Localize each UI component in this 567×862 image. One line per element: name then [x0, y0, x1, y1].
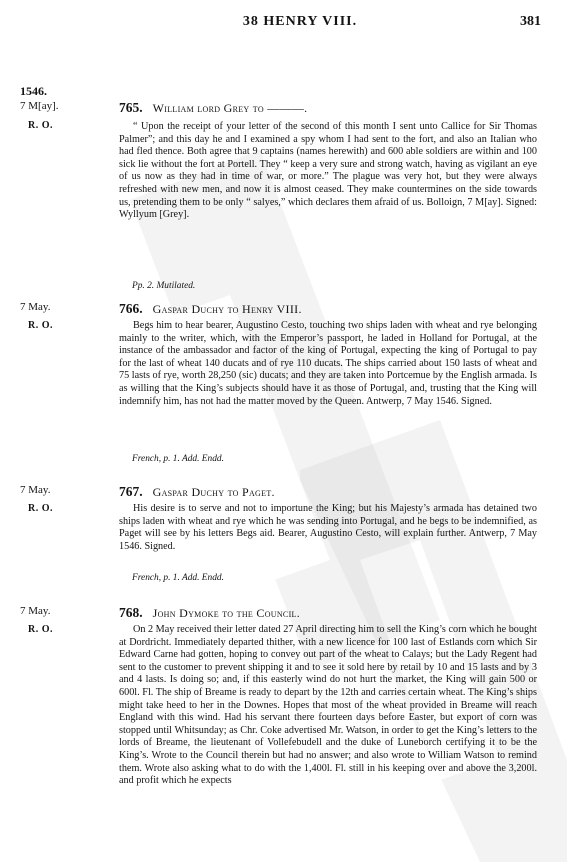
entry-source: R. O.: [28, 120, 53, 131]
entry-heading: [119, 605, 300, 621]
entry-source: R. O.: [28, 624, 53, 635]
page-number: 381: [520, 14, 541, 29]
entry-meta: French, p. 1. Add. Endd.: [132, 573, 224, 583]
margin-year: 1546.: [20, 84, 47, 98]
entry-body: On 2 May received their letter dated 27 April directing him to sell the King’s corn which he bought at Dordricht. Immediately departed thither, with a new licence for 100 last of Estlands corn which Sir Edward Carne had gotten, hoping to convey out part of the wheat to Calays; but the Lady Regent had sent to the customer to prevent shipping it and to see it sold here by retail by 10 and 15 lasts and by 3 and 4 lasts. Is doing so; and, if this easterly wind do not hurt the market, the King will gain 500 or 600l. Fl. The ship of Breame is ready to depart by the 12th and carries certain wheat. The King’s ships might take heed to her in the Downes. Hopes that most of the wheat provided in Breame will reach England with this wind. Had his servant there fourteen days before Easter, but export of corn was stopped until Whitsunday; as Chr. Coke advertised Mr. Watson, in order to get the King’s letters to the lords of Breame, the lieutenant of Vollefebudell and the duke of Luneborch certifying it to be the King’s. Wrote to the Council therein but had no answer; and also wrote to William Watson to remind them. Wrote also asking what to do with the 1,400l. Fl. still in his keeping over and above the 3,200l. and profit which he expects: [119, 624, 538, 787]
entry-meta: Pp. 2. Mutilated.: [132, 281, 196, 291]
entry-date: 7 M[ay].: [20, 100, 59, 112]
entry-number: 767.: [119, 484, 143, 499]
entry-source: R. O.: [28, 503, 53, 514]
entry-number: 765.: [119, 100, 143, 115]
entry-number: 766.: [119, 301, 143, 316]
entry-title: William lord Grey to ———.: [152, 101, 308, 115]
entry-date: 7 May.: [20, 484, 51, 496]
running-head: [0, 14, 567, 34]
entry-date: 7 May.: [20, 301, 51, 313]
entry-title: John Dymoke to the Council.: [152, 606, 301, 620]
entry-title: Gaspar Duchy to Paget.: [152, 485, 275, 499]
entry-body: His desire is to serve and not to importune the King; but his Majesty’s armada has detained two ships laden with wheat and rye which he was sending into Portugal, and he begs to be indemnified, as Paget will see by his letters Begs aid. Bearer, Augustino Cesto, will explain further. Antwerp, 7 May 1546. Signed.: [119, 503, 537, 552]
entry-number: 768.: [119, 605, 143, 620]
entry-meta: French, p. 1. Add. Endd.: [132, 454, 224, 464]
entry-title: Gaspar Duchy to Henry VIII.: [152, 302, 302, 316]
entry-source: R. O.: [28, 320, 53, 331]
entry-date: 7 May.: [20, 605, 51, 617]
entry-body: “ Upon the receipt of your letter of the second of this month I sent unto Callice for Sir Thomas Palmer”; and this day he and I examined a spy whom I had sent to the fort, and also an Italian who had fled thence. Both agree that 9 captains (names herewith) and 600 able soldiers are within and 100 sick lie without the fort at Portell. They “ keep a very sure and strong watch, having as vigilant an eye of us now as they had in time of war, or more.” The plague was very hot, but they were always refreshed with new men, and now it is almost ceased. They make countermines on the side towards us, pretending them to be only “ salyes,” which declares them afraid of us. Bolloign, 7 M[ay]. Signed: Wyllyum [Grey].: [119, 121, 537, 221]
entry-heading: [119, 301, 302, 317]
entry-body: Begs him to hear bearer, Augustino Cesto, touching two ships laden with wheat and rye belonging mainly to the writer, which, with the Emperor’s passport, he laded in Holland for Portugal, at the instance of the ambassador and factor of the king of Portugal, expecting the king of Portugal to pay for the last of wheat 140 ducats and of rye 110 ducats. The ships carried about 150 lasts of wheat and 75 lasts of rye, worth 28,250 (sic) ducats; and they are taken into Portcemue by the English armada. Is as willing that the King’s subjects should have it as those of Portugal, and, trusting that the King will indemnify him, has not had the matter moved by the Queen. Antwerp, 7 May 1546. Signed.: [119, 320, 537, 407]
running-title: 38 HENRY VIII.: [242, 14, 358, 29]
entry-heading: [119, 484, 275, 500]
entry-heading: [119, 100, 307, 116]
